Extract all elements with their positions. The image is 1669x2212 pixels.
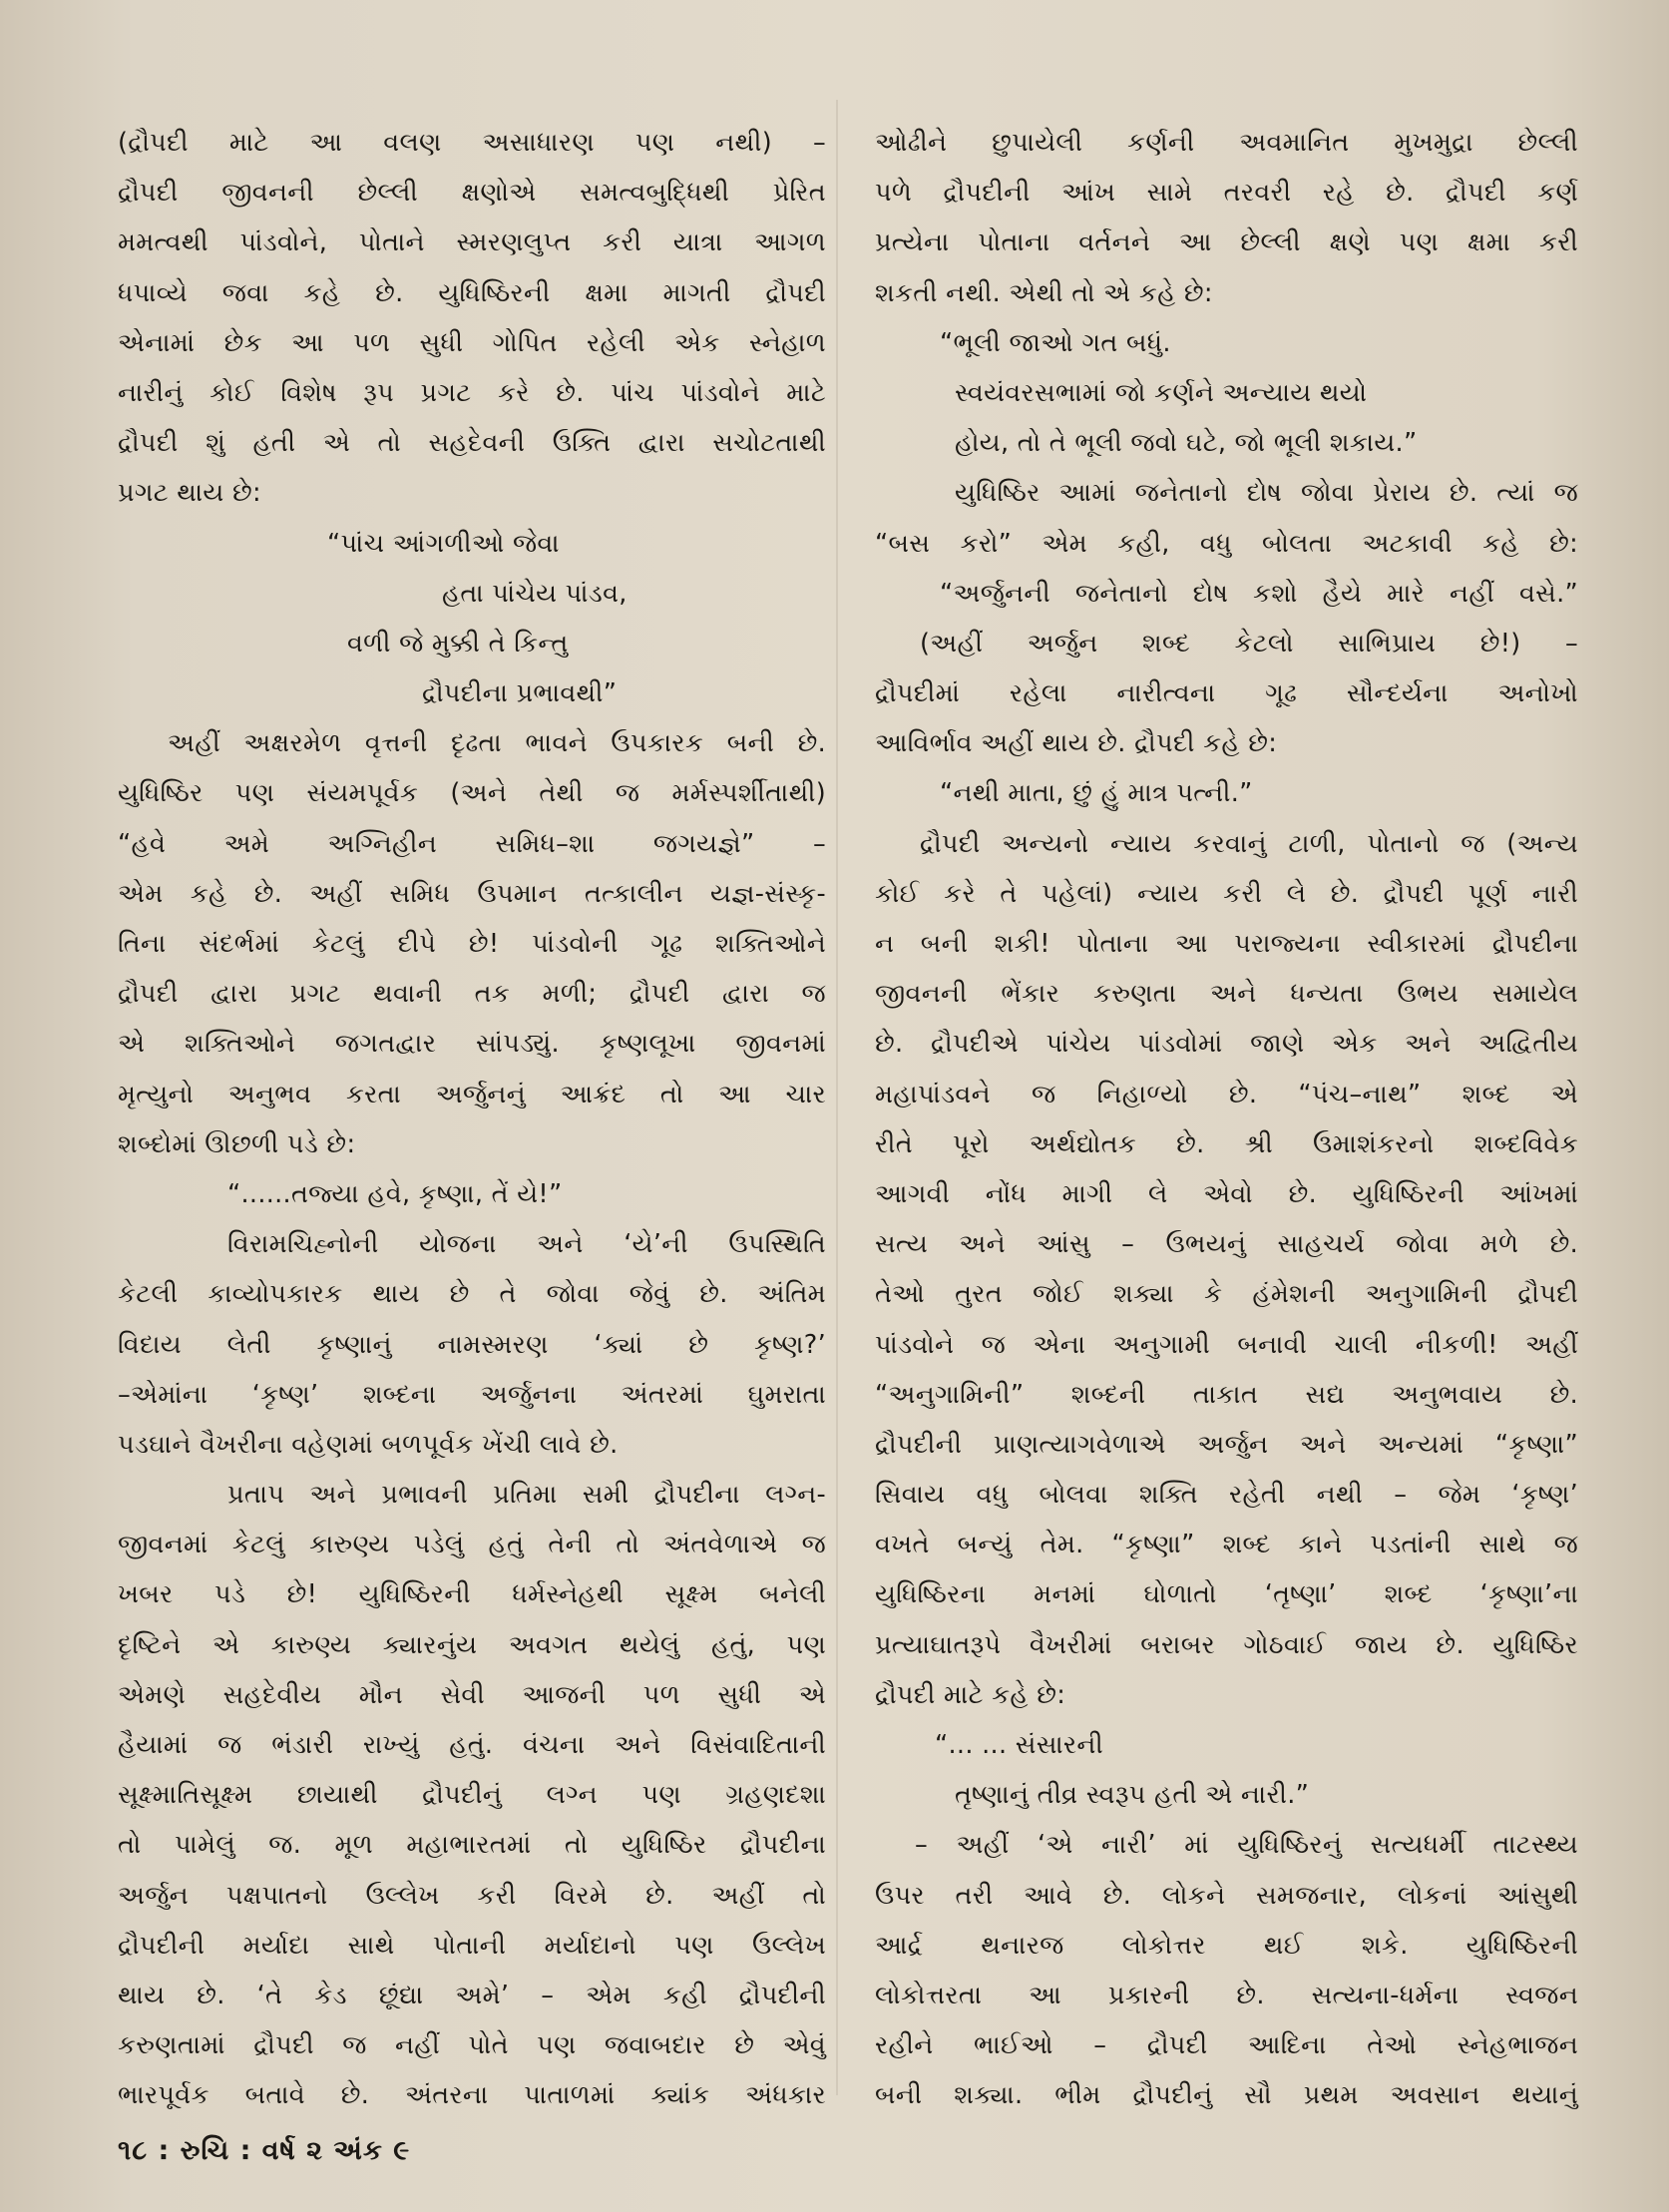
- text-line: દૃષ્ટિને એ કારુણ્ય ક્યારનુંય અવગત થયેલું હતું, પણ: [118, 1629, 826, 1660]
- text-line: જીવનની ભેંકાર કરુણતા અને ધન્યતા ઉભય સમાયેલ: [875, 979, 1578, 1010]
- text-line: રીતે પૂરો અર્થદ્યોતક છે. શ્રી ઉમાશંકરનો શબ્દવિવેક: [875, 1128, 1578, 1159]
- text-line: ઓઢીને છુપાયેલી કર્ણની અવમાનિત મુખમુદ્રા છેલ્લી: [875, 128, 1578, 158]
- text-line: એનામાં છેક આ પળ સુધી ગોપિત રહેલી એક સ્નેહાળ: [118, 327, 826, 358]
- text-line: યુધિષ્ઠિર પણ સંયમપૂર્વક (અને તેથી જ મર્મસ્પર્શીતાથી): [118, 778, 826, 809]
- text-line: મહાપાંડવને જ નિહાળ્યો છે. “પંચ–નાથ” શબ્દ એ: [875, 1079, 1578, 1109]
- text-line: કેટલી કાવ્યોપકારક થાય છે તે જોવા જેવું છે. અંતિમ: [118, 1279, 826, 1310]
- text-line: નારીનું કોઈ વિશેષ રૂપ પ્રગટ કરે છે. પાંચ પાંડવોને માટે: [118, 377, 826, 408]
- text-line: અહીં અક્ષરમેળ વૃત્તની દૃઢતા ભાવને ઉપકારક બની છે.: [168, 728, 826, 759]
- verse-line: હોય, તો તે ભૂલી જવો ઘટે, જો ભૂલી શકાય.”: [955, 428, 1418, 459]
- text-line: પડઘાને વૈખરીના વહેણમાં બળપૂર્વક ખેંચી લાવે છે.: [118, 1429, 619, 1460]
- text-line: તો પામેલું જ. મૂળ મહાભારતમાં તો યુધિષ્ઠિર દ્રૌપદીના: [118, 1830, 826, 1861]
- text-line: યુધિષ્ઠિર આમાં જનેતાનો દોષ જોવા પ્રેરાય છે. ત્યાં જ: [955, 478, 1578, 509]
- text-line: “હવે અમે અગ્નિહીન સમિધ–શા જગયજ્ઞે” –: [118, 828, 826, 859]
- text-line: દ્રૌપદીની મર્યાદા સાથે પોતાની મર્યાદાનો પણ ઉલ્લેખ: [118, 1930, 826, 1961]
- text-line: રહીને ભાઈઓ – દ્રૌપદી આદિના તેઓ સ્નેહભાજન: [875, 2030, 1578, 2061]
- verse-line: “અર્જુનની જનેતાનો દોષ કશો હૈયે મારે નહીં વસે.”: [940, 578, 1578, 609]
- text-line: “અનુગામિની” શબ્દની તાકાત સદ્ય અનુભવાય છે.: [875, 1379, 1578, 1410]
- text-line: સૂક્ષ્માતિસૂક્ષ્મ છાયાથી દ્રૌપદીનું લગ્ન પણ ગ્રહણદશા: [118, 1780, 826, 1811]
- text-line: દ્રૌપદી દ્વારા પ્રગટ થવાની તક મળી; દ્રૌપદી દ્વારા જ: [118, 979, 826, 1010]
- text-line: ધપાવ્યે જવા કહે છે. યુધિષ્ઠિરની ક્ષમા માગતી દ્રૌપદી: [118, 277, 826, 308]
- verse-line: તૃષ્ણાનું તીવ્ર સ્વરૂપ હતી એ નારી.”: [955, 1780, 1310, 1811]
- text-line: શકતી નથી. એથી તો એ કહે છે:: [875, 277, 1213, 308]
- text-line: થાય છે. ‘તે કેડ છૂંદ્યા અમે’ – એમ કહી દ્રૌપદીની: [118, 1980, 826, 2010]
- text-line: દ્રૌપદી અન્યનો ન્યાય કરવાનું ટાળી, પોતાનો જ (અન્ય: [920, 828, 1578, 859]
- verse-line: વળી જે મુક્કી તે કિન્તુ: [347, 628, 569, 659]
- text-line: આર્દ્ર થનારજ લોકોત્તર થઈ શકે. યુધિષ્ઠિરની: [875, 1930, 1578, 1961]
- text-line: મમત્વથી પાંડવોને, પોતાને સ્મરણલુપ્ત કરી યાત્રા આગળ: [118, 227, 826, 258]
- text-line: યુધિષ્ઠિરના મનમાં ઘોળાતો ‘તૃષ્ણા’ શબ્દ ‘કૃષ્ણા’ના: [875, 1579, 1578, 1610]
- text-line: મૃત્યુનો અનુભવ કરતા અર્જુનનું આક્રંદ તો આ ચાર: [118, 1079, 826, 1109]
- text-line: ભારપૂર્વક બતાવે છે. અંતરના પાતાળમાં ક્યાંક અંધકાર: [118, 2080, 826, 2111]
- text-line: તેઓ તુરત જોઈ શક્યા કે હંમેશની અનુગામિની દ્રૌપદી: [875, 1279, 1578, 1310]
- left-column: [118, 118, 826, 2121]
- verse-line: સ્વયંવરસભામાં જો કર્ણને અન્યાય થયો: [955, 377, 1368, 408]
- text-line: ખબર પડે છે! યુધિષ્ઠિરની ધર્મસ્નેહથી સૂક્ષ્મ બનેલી: [118, 1579, 826, 1610]
- text-line: (અહીં અર્જુન શબ્દ કેટલો સાભિપ્રાય છે!) –: [920, 628, 1578, 659]
- text-line: પ્રત્યાઘાતરૂપે વૈખરીમાં બરાબર ગોઠવાઈ જાય છે. યુધિષ્ઠિર: [875, 1629, 1578, 1660]
- text-line: અર્જુન પક્ષપાતનો ઉલ્લેખ કરી વિરમે છે. અહીં તો: [118, 1880, 826, 1911]
- text-line: સિવાય વધુ બોલવા શક્તિ રહેતી નથી – જેમ ‘કૃષ્ણ’: [875, 1480, 1578, 1511]
- text-line: હૈયામાં જ ભંડારી રાખ્યું હતું. વંચના અને વિસંવાદિતાની: [118, 1730, 826, 1760]
- text-line: દ્રૌપદીમાં રહેલા નારીત્વના ગૂઢ સૌન્દર્યના અનોખો: [875, 678, 1578, 709]
- text-line: જીવનમાં કેટલું કારુણ્ય પડેલું હતું તેની તો અંતવેળાએ જ: [118, 1530, 826, 1560]
- text-line: એમ કહે છે. અહીં સમિધ ઉપમાન તત્કાલીન યજ્ઞ-સંસ્કૃ-: [118, 878, 826, 909]
- text-line: વિદાય લેતી કૃષ્ણાનું નામસ્મરણ ‘ક્યાં છે કૃષ્ણ?’: [118, 1329, 826, 1360]
- verse-line: હતા પાંચેય પાંડવ,: [442, 578, 627, 609]
- text-line: એ શક્તિઓને જગતદ્વાર સાંપડ્યું. કૃષ્ણલૂખા જીવનમાં: [118, 1029, 826, 1060]
- text-line: – અહીં ‘એ નારી’ માં યુધિષ્ઠિરનું સત્યધર્મી તાટસ્થ્ય: [915, 1830, 1578, 1861]
- text-line: પાંડવોને જ એના અનુગામી બનાવી ચાલી નીકળી! અહીં: [875, 1329, 1578, 1360]
- text-line: સત્ય અને આંસુ – ઉભયનું સાહચર્ય જોવા મળે છે.: [875, 1229, 1578, 1260]
- text-line: (દ્રૌપદી માટે આ વલણ અસાધારણ પણ નથી) –: [118, 128, 826, 158]
- verse-line: “નથી માતા, છું હું માત્ર પત્ની.”: [940, 778, 1253, 809]
- text-line: દ્રૌપદી જીવનની છેલ્લી ક્ષણોએ સમત્વબુદ્ધિથી પ્રેરિત: [118, 178, 826, 209]
- text-line: પ્રત્યેના પોતાના વર્તનને આ છેલ્લી ક્ષણે પણ ક્ષમા કરી: [875, 227, 1578, 258]
- text-line: વિરામચિહ્નોની યોજના અને ‘યે’ની ઉપસ્થિતિ: [227, 1229, 826, 1260]
- right-column: [875, 118, 1578, 2121]
- text-line: આગવી નોંધ માગી લે એવો છે. યુધિષ્ઠિરની આંખમાં: [875, 1178, 1578, 1209]
- text-line: પ્રતાપ અને પ્રભાવની પ્રતિમા સમી દ્રૌપદીના લગ્ન-: [227, 1480, 826, 1511]
- verse-line: દ્રૌપદીના પ્રભાવથી”: [422, 678, 618, 709]
- text-line: દ્રૌપદી શું હતી એ તો સહદેવની ઉક્તિ દ્વારા સચોટતાથી: [118, 428, 826, 459]
- text-line: શબ્દોમાં ઊછળી પડે છે:: [118, 1128, 356, 1159]
- text-line: “બસ કરો” એમ કહી, વધુ બોલતા અટકાવી કહે છે:: [875, 528, 1578, 559]
- text-line: બની શક્યા. ભીમ દ્રૌપદીનું સૌ પ્રથમ અવસાન થયાનું: [875, 2080, 1578, 2111]
- text-line: દ્રૌપદી માટે કહે છે:: [875, 1679, 1066, 1710]
- text-line: ઉપર તરી આવે છે. લોકને સમજનાર, લોકનાં આંસુથી: [875, 1880, 1578, 1911]
- text-line: દ્રૌપદીની પ્રાણત્યાગવેળાએ અર્જુન અને અન્યમાં “કૃષ્ણા”: [875, 1429, 1578, 1460]
- text-line: ન બની શકી! પોતાના આ પરાજ્યના સ્વીકારમાં દ્રૌપદીના: [875, 929, 1578, 959]
- page-footer: ૧૮ : રુચિ : વર્ષ ૨ અંક ૯: [118, 2135, 411, 2166]
- text-line: કરુણતામાં દ્રૌપદી જ નહીં પોતે પણ જવાબદાર છે એવું: [118, 2030, 826, 2061]
- text-line: છે. દ્રૌપદીએ પાંચેય પાંડવોમાં જાણે એક અને અદ્વિતીય: [875, 1029, 1578, 1060]
- text-line: –એમાંના ‘કૃષ્ણ’ શબ્દના અર્જુનના અંતરમાં ઘુમરાતા: [118, 1379, 826, 1410]
- column-gutter: [836, 100, 838, 2095]
- text-line: વખતે બન્યું તેમ. “કૃષ્ણા” શબ્દ કાને પડતાંની સાથે જ: [875, 1530, 1578, 1560]
- text-line: આવિર્ભાવ અહીં થાય છે. દ્રૌપદી કહે છે:: [875, 728, 1278, 759]
- text-line: લોકોત્તરતા આ પ્રકારની છે. સત્યના-ધર્મના સ્વજન: [875, 1980, 1578, 2010]
- verse-line: “પાંચ આંગળીઓ જેવા: [327, 528, 560, 559]
- text-line: પ્રગટ થાય છે:: [118, 478, 261, 509]
- text-line: તિના સંદર્ભમાં કેટલું દીપે છે! પાંડવોની ગૂઢ શક્તિઓને: [118, 929, 826, 959]
- verse-line: “......તજ્યા હવે, કૃષ્ણા, તેં યે!”: [227, 1178, 563, 1209]
- text-line: પળે દ્રૌપદીની આંખ સામે તરવરી રહે છે. દ્રૌપદી કર્ણ: [875, 178, 1578, 209]
- verse-line: “... ... સંસારની: [935, 1730, 1103, 1760]
- text-line: એમણે સહદેવીય મૌન સેવી આજની પળ સુધી એ: [118, 1679, 826, 1710]
- verse-line: “ભૂલી જાઓ ગત બધું.: [940, 327, 1171, 358]
- text-line: કોઈ કરે તે પહેલાં) ન્યાય કરી લે છે. દ્રૌપદી પૂર્ણ નારી: [875, 878, 1578, 909]
